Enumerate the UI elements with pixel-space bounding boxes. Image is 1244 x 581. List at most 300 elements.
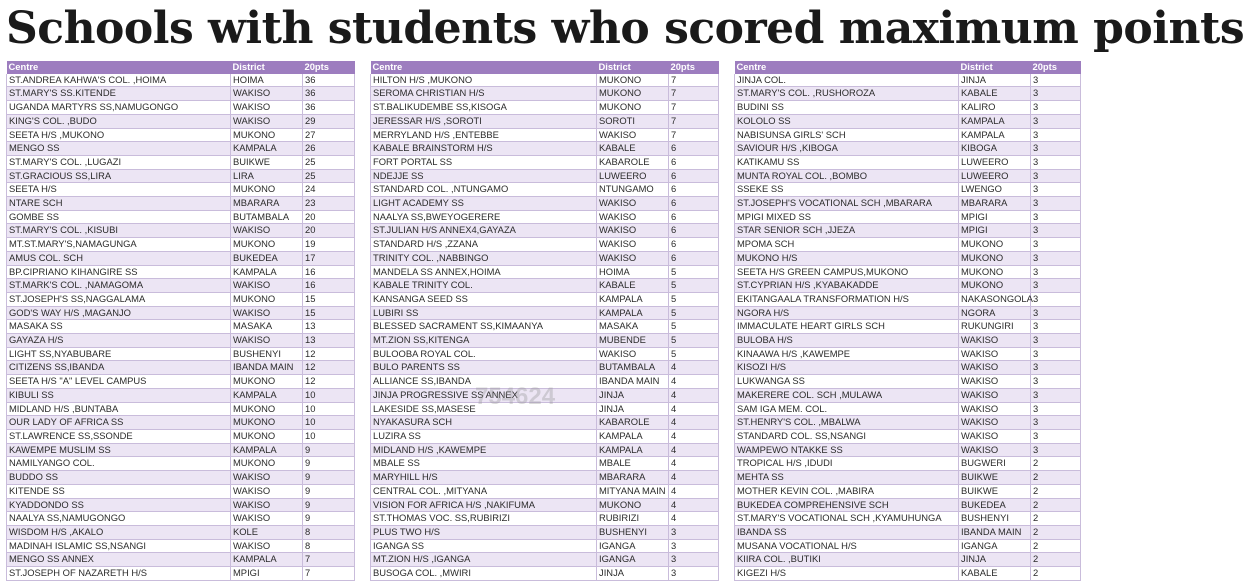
cell-district: IBANDA MAIN: [231, 361, 303, 375]
cell-centre: ST.MARK'S COL. ,NAMAGOMA: [7, 279, 231, 293]
table-row: [7, 183, 355, 197]
cell-points: 16: [303, 265, 355, 279]
cell-district: JINJA: [597, 402, 669, 416]
cell-centre: NABISUNSA GIRLS' SCH: [735, 128, 959, 142]
cell-points: 7: [669, 114, 719, 128]
table-row: [7, 361, 355, 375]
cell-centre: MT.ST.MARY'S,NAMAGUNGA: [7, 238, 231, 252]
table-row: [735, 197, 1081, 211]
cell-centre: SAVIOUR H/S ,KIBOGA: [735, 142, 959, 156]
cell-district: WAKISO: [231, 471, 303, 485]
cell-points: 3: [1031, 128, 1081, 142]
cell-points: 3: [1031, 292, 1081, 306]
cell-points: 24: [303, 183, 355, 197]
cell-points: 3: [1031, 197, 1081, 211]
table-row: [735, 320, 1081, 334]
table-row: [7, 292, 355, 306]
cell-district: MUKONO: [231, 402, 303, 416]
cell-district: MUKONO: [959, 251, 1031, 265]
table-row: [371, 484, 719, 498]
cell-centre: LAKESIDE SS,MASESE: [371, 402, 597, 416]
cell-centre: MPIGI MIXED SS: [735, 210, 959, 224]
cell-points: 8: [303, 539, 355, 553]
cell-district: WAKISO: [597, 251, 669, 265]
cell-district: WAKISO: [597, 210, 669, 224]
cell-district: KIBOGA: [959, 142, 1031, 156]
cell-centre: ST.JOSEPH OF NAZARETH H/S: [7, 567, 231, 581]
table-row: [371, 320, 719, 334]
table-row: [7, 429, 355, 443]
cell-points: 5: [669, 320, 719, 334]
cell-district: MASAKA: [231, 320, 303, 334]
cell-district: KABAROLE: [597, 416, 669, 430]
table-row: [371, 553, 719, 567]
cell-points: 10: [303, 402, 355, 416]
cell-district: WAKISO: [231, 512, 303, 526]
cell-district: LUWEERO: [959, 169, 1031, 183]
cell-district: SOROTI: [597, 114, 669, 128]
table-row: [735, 388, 1081, 402]
cell-points: 3: [669, 567, 719, 581]
cell-district: WAKISO: [231, 224, 303, 238]
cell-centre: UGANDA MARTYRS SS,NAMUGONGO: [7, 101, 231, 115]
cell-points: 2: [1031, 553, 1081, 567]
cell-points: 8: [303, 525, 355, 539]
cell-district: WAKISO: [959, 443, 1031, 457]
cell-points: 7: [669, 128, 719, 142]
column-header-district: District: [597, 61, 669, 74]
table-row: [735, 238, 1081, 252]
cell-centre: KITENDE SS: [7, 484, 231, 498]
cell-points: 16: [303, 279, 355, 293]
table-row: [735, 142, 1081, 156]
cell-points: 5: [669, 292, 719, 306]
cell-district: KAMPALA: [959, 114, 1031, 128]
cell-points: 10: [303, 388, 355, 402]
cell-district: KAMPALA: [231, 388, 303, 402]
column-header-centre: Centre: [371, 61, 597, 74]
table-row: [371, 87, 719, 101]
cell-centre: IBANDA SS: [735, 525, 959, 539]
cell-district: JINJA: [959, 74, 1031, 87]
cell-district: MUKONO: [597, 101, 669, 115]
cell-points: 3: [1031, 320, 1081, 334]
cell-centre: IMMACULATE HEART GIRLS SCH: [735, 320, 959, 334]
table-row: [735, 539, 1081, 553]
table-row: [7, 265, 355, 279]
cell-centre: MENGO SS ANNEX: [7, 553, 231, 567]
cell-points: 4: [669, 484, 719, 498]
table-row: [735, 169, 1081, 183]
cell-centre: LUBIRI SS: [371, 306, 597, 320]
column-header-points: 20pts: [1031, 61, 1081, 74]
cell-centre: JINJA PROGRESSIVE SS ANNEX: [371, 388, 597, 402]
cell-centre: ST.GRACIOUS SS,LIRA: [7, 169, 231, 183]
cell-points: 4: [669, 457, 719, 471]
cell-district: KAMPALA: [959, 128, 1031, 142]
cell-centre: NTARE SCH: [7, 197, 231, 211]
table-row: [7, 142, 355, 156]
cell-centre: BUSOGA COL. ,MWIRI: [371, 567, 597, 581]
table-row: [7, 224, 355, 238]
cell-points: 3: [669, 525, 719, 539]
cell-district: MUKONO: [231, 292, 303, 306]
cell-centre: MUKONO H/S: [735, 251, 959, 265]
cell-district: NAKASONGOLA: [959, 292, 1031, 306]
cell-points: 7: [669, 74, 719, 87]
cell-district: KABALE: [597, 279, 669, 293]
table-row: [371, 238, 719, 252]
cell-district: IBANDA MAIN: [959, 525, 1031, 539]
cell-points: 27: [303, 128, 355, 142]
table-row: [7, 101, 355, 115]
table-row: [7, 347, 355, 361]
cell-points: 3: [1031, 402, 1081, 416]
cell-centre: KATIKAMU SS: [735, 155, 959, 169]
table-row: [7, 169, 355, 183]
cell-centre: ST.MARY'S COL. ,RUSHOROZA: [735, 87, 959, 101]
cell-points: 4: [669, 375, 719, 389]
cell-points: 17: [303, 251, 355, 265]
table-row: [735, 279, 1081, 293]
cell-points: 12: [303, 375, 355, 389]
cell-centre: BULO PARENTS SS: [371, 361, 597, 375]
table-row: [735, 128, 1081, 142]
results-table-2: [370, 61, 719, 581]
cell-points: 4: [669, 512, 719, 526]
cell-points: 3: [1031, 101, 1081, 115]
cell-points: 3: [669, 553, 719, 567]
cell-district: LWENGO: [959, 183, 1031, 197]
cell-centre: SEETA H/S "A" LEVEL CAMPUS: [7, 375, 231, 389]
cell-points: 15: [303, 292, 355, 306]
cell-district: BUIKWE: [959, 484, 1031, 498]
cell-centre: ALLIANCE SS,IBANDA: [371, 375, 597, 389]
table-row: [7, 525, 355, 539]
cell-points: 29: [303, 114, 355, 128]
cell-points: 5: [669, 279, 719, 293]
cell-centre: KANSANGA SEED SS: [371, 292, 597, 306]
cell-district: MPIGI: [231, 567, 303, 581]
cell-district: MUKONO: [597, 87, 669, 101]
cell-centre: PLUS TWO H/S: [371, 525, 597, 539]
cell-centre: LUZIRA SS: [371, 429, 597, 443]
cell-district: KAMPALA: [597, 292, 669, 306]
table-row: [7, 114, 355, 128]
cell-district: MUKONO: [231, 183, 303, 197]
cell-centre: ST.CYPRIAN H/S ,KYABAKADDE: [735, 279, 959, 293]
cell-centre: KYADDONDO SS: [7, 498, 231, 512]
cell-points: 10: [303, 416, 355, 430]
cell-points: 25: [303, 169, 355, 183]
cell-centre: NGORA H/S: [735, 306, 959, 320]
cell-points: 7: [669, 101, 719, 115]
cell-district: MUKONO: [959, 279, 1031, 293]
cell-points: 4: [669, 471, 719, 485]
cell-centre: KING'S COL. ,BUDO: [7, 114, 231, 128]
table-row: [371, 128, 719, 142]
cell-centre: SSEKE SS: [735, 183, 959, 197]
table-row: [371, 155, 719, 169]
cell-centre: MUSANA VOCATIONAL H/S: [735, 539, 959, 553]
table-row: [7, 155, 355, 169]
cell-points: 3: [1031, 169, 1081, 183]
cell-centre: ST.JULIAN H/S ANNEX4,GAYAZA: [371, 224, 597, 238]
table-row: [7, 375, 355, 389]
cell-centre: KIIRA COL. ,BUTIKI: [735, 553, 959, 567]
cell-district: BUSHENYI: [959, 512, 1031, 526]
cell-district: BUSHENYI: [597, 525, 669, 539]
cell-district: JINJA: [597, 567, 669, 581]
table-row: [371, 306, 719, 320]
table-row: [7, 320, 355, 334]
table-row: [7, 87, 355, 101]
column-header-district: District: [231, 61, 303, 74]
cell-district: WAKISO: [231, 539, 303, 553]
cell-centre: NAMILYANGO COL.: [7, 457, 231, 471]
cell-points: 3: [1031, 443, 1081, 457]
cell-centre: KOLOLO SS: [735, 114, 959, 128]
table-row: [7, 388, 355, 402]
cell-points: 9: [303, 443, 355, 457]
cell-district: KALIRO: [959, 101, 1031, 115]
table-row: [735, 498, 1081, 512]
cell-points: 26: [303, 142, 355, 156]
cell-points: 5: [669, 347, 719, 361]
cell-points: 3: [1031, 388, 1081, 402]
table-row: [7, 74, 355, 87]
cell-points: 6: [669, 197, 719, 211]
cell-points: 6: [669, 142, 719, 156]
cell-centre: JINJA COL.: [735, 74, 959, 87]
table-row: [371, 416, 719, 430]
table-row: [7, 251, 355, 265]
cell-centre: OUR LADY OF AFRICA SS: [7, 416, 231, 430]
table-row: [735, 361, 1081, 375]
table-row: [7, 498, 355, 512]
table-row: [735, 265, 1081, 279]
cell-points: 5: [669, 334, 719, 348]
cell-centre: SEETA H/S: [7, 183, 231, 197]
cell-centre: JERESSAR H/S ,SOROTI: [371, 114, 597, 128]
cell-points: 7: [303, 553, 355, 567]
table-row: [7, 197, 355, 211]
cell-points: 2: [1031, 484, 1081, 498]
table-row: [371, 279, 719, 293]
cell-centre: CITIZENS SS,IBANDA: [7, 361, 231, 375]
column-header-points: 20pts: [669, 61, 719, 74]
cell-centre: BP.CIPRIANO KIHANGIRE SS: [7, 265, 231, 279]
cell-district: WAKISO: [597, 347, 669, 361]
cell-centre: MOTHER KEVIN COL. ,MABIRA: [735, 484, 959, 498]
table-row: [7, 539, 355, 553]
cell-district: BUKEDEA: [959, 498, 1031, 512]
cell-centre: EKITANGAALA TRANSFORMATION H/S: [735, 292, 959, 306]
cell-points: 9: [303, 471, 355, 485]
column-header-centre: Centre: [7, 61, 231, 74]
cell-district: MUKONO: [959, 265, 1031, 279]
column-header-points: 20pts: [303, 61, 355, 74]
cell-points: 3: [1031, 210, 1081, 224]
cell-district: NGORA: [959, 306, 1031, 320]
cell-district: WAKISO: [597, 197, 669, 211]
cell-district: KABAROLE: [597, 155, 669, 169]
table-row: [371, 142, 719, 156]
cell-points: 3: [1031, 114, 1081, 128]
table-row: [371, 292, 719, 306]
cell-district: WAKISO: [959, 361, 1031, 375]
cell-points: 3: [1031, 279, 1081, 293]
cell-centre: BUDDO SS: [7, 471, 231, 485]
cell-centre: VISION FOR AFRICA H/S ,NAKIFUMA: [371, 498, 597, 512]
cell-district: WAKISO: [231, 306, 303, 320]
cell-centre: MBALE SS: [371, 457, 597, 471]
cell-points: 2: [1031, 512, 1081, 526]
cell-centre: KABALE BRAINSTORM H/S: [371, 142, 597, 156]
cell-points: 3: [669, 539, 719, 553]
cell-centre: ST.MARY'S COL. ,KISUBI: [7, 224, 231, 238]
cell-district: BUGWERI: [959, 457, 1031, 471]
cell-centre: MUNTA ROYAL COL. ,BOMBO: [735, 169, 959, 183]
cell-district: WAKISO: [231, 87, 303, 101]
table-row: [735, 553, 1081, 567]
cell-points: 6: [669, 251, 719, 265]
table-row: [735, 471, 1081, 485]
results-table-1: [6, 61, 355, 581]
table-row: [735, 567, 1081, 581]
table-row: [735, 525, 1081, 539]
table-row: [371, 567, 719, 581]
cell-points: 3: [1031, 416, 1081, 430]
cell-points: 2: [1031, 539, 1081, 553]
cell-points: 13: [303, 334, 355, 348]
cell-points: 9: [303, 512, 355, 526]
cell-centre: FORT PORTAL SS: [371, 155, 597, 169]
table-row: [735, 251, 1081, 265]
cell-centre: GOD'S WAY H/S ,MAGANJO: [7, 306, 231, 320]
cell-district: KAMPALA: [231, 553, 303, 567]
cell-district: WAKISO: [597, 224, 669, 238]
cell-centre: MIDLAND H/S ,BUNTABA: [7, 402, 231, 416]
cell-district: MUKONO: [959, 238, 1031, 252]
cell-points: 6: [669, 183, 719, 197]
cell-district: LUWEERO: [597, 169, 669, 183]
table-row: [735, 416, 1081, 430]
cell-points: 2: [1031, 457, 1081, 471]
cell-centre: ST.HENRY'S COL. ,MBALWA: [735, 416, 959, 430]
table-row: [371, 197, 719, 211]
cell-district: MUKONO: [231, 375, 303, 389]
cell-points: 20: [303, 224, 355, 238]
cell-centre: SEETA H/S ,MUKONO: [7, 128, 231, 142]
cell-district: BUIKWE: [959, 471, 1031, 485]
table-row: [7, 512, 355, 526]
cell-centre: STANDARD H/S ,ZZANA: [371, 238, 597, 252]
cell-centre: CENTRAL COL. ,MITYANA: [371, 484, 597, 498]
cell-points: 19: [303, 238, 355, 252]
cell-centre: NAALYA SS,NAMUGONGO: [7, 512, 231, 526]
cell-district: MUBENDE: [597, 334, 669, 348]
cell-centre: MANDELA SS ANNEX,HOIMA: [371, 265, 597, 279]
cell-centre: ST.MARY'S SS.KITENDE: [7, 87, 231, 101]
cell-points: 5: [669, 306, 719, 320]
cell-centre: WISDOM H/S ,AKALO: [7, 525, 231, 539]
table-row: [7, 416, 355, 430]
table-header-row: [7, 61, 355, 74]
cell-district: KAMPALA: [231, 265, 303, 279]
cell-points: 6: [669, 238, 719, 252]
table-row: [735, 457, 1081, 471]
cell-district: MPIGI: [959, 210, 1031, 224]
cell-district: WAKISO: [959, 402, 1031, 416]
table-row: [371, 347, 719, 361]
table-row: [371, 265, 719, 279]
cell-district: KABALE: [597, 142, 669, 156]
cell-points: 3: [1031, 251, 1081, 265]
table-row: [371, 183, 719, 197]
cell-points: 4: [669, 498, 719, 512]
cell-centre: TRINITY COL. ,NABBINGO: [371, 251, 597, 265]
cell-district: KAMPALA: [231, 142, 303, 156]
cell-centre: BUDINI SS: [735, 101, 959, 115]
cell-points: 5: [669, 265, 719, 279]
cell-centre: NYAKASURA SCH: [371, 416, 597, 430]
cell-district: BUIKWE: [231, 155, 303, 169]
table-row: [7, 306, 355, 320]
cell-district: WAKISO: [231, 101, 303, 115]
table-row: [371, 512, 719, 526]
cell-centre: LIGHT SS,NYABUBARE: [7, 347, 231, 361]
cell-points: 4: [669, 388, 719, 402]
cell-centre: KIBULI SS: [7, 388, 231, 402]
column-header-centre: Centre: [735, 61, 959, 74]
cell-points: 36: [303, 87, 355, 101]
cell-points: 3: [1031, 429, 1081, 443]
cell-district: MBARARA: [959, 197, 1031, 211]
cell-points: 3: [1031, 347, 1081, 361]
table-row: [735, 402, 1081, 416]
table-row: [735, 87, 1081, 101]
cell-district: MBALE: [597, 457, 669, 471]
cell-centre: KABALE TRINITY COL.: [371, 279, 597, 293]
table-row: [371, 457, 719, 471]
cell-points: 15: [303, 306, 355, 320]
cell-district: IBANDA MAIN: [597, 375, 669, 389]
cell-points: 2: [1031, 471, 1081, 485]
cell-points: 3: [1031, 142, 1081, 156]
cell-district: JINJA: [959, 553, 1031, 567]
table-row: [371, 169, 719, 183]
cell-points: 4: [669, 361, 719, 375]
cell-centre: MADINAH ISLAMIC SS,NSANGI: [7, 539, 231, 553]
cell-points: 2: [1031, 525, 1081, 539]
cell-centre: HILTON H/S ,MUKONO: [371, 74, 597, 87]
cell-centre: ST.ANDREA KAHWA'S COL. ,HOIMA: [7, 74, 231, 87]
cell-points: 4: [669, 429, 719, 443]
table-row: [371, 101, 719, 115]
cell-district: BUTAMBALA: [597, 361, 669, 375]
cell-centre: SAM IGA MEM. COL.: [735, 402, 959, 416]
table-row: [735, 210, 1081, 224]
cell-points: 10: [303, 429, 355, 443]
cell-district: BUKEDEA: [231, 251, 303, 265]
cell-points: 3: [1031, 306, 1081, 320]
cell-district: MUKONO: [231, 128, 303, 142]
cell-points: 3: [1031, 238, 1081, 252]
cell-district: MPIGI: [959, 224, 1031, 238]
cell-centre: MIDLAND H/S ,KAWEMPE: [371, 443, 597, 457]
table-row: [7, 567, 355, 581]
